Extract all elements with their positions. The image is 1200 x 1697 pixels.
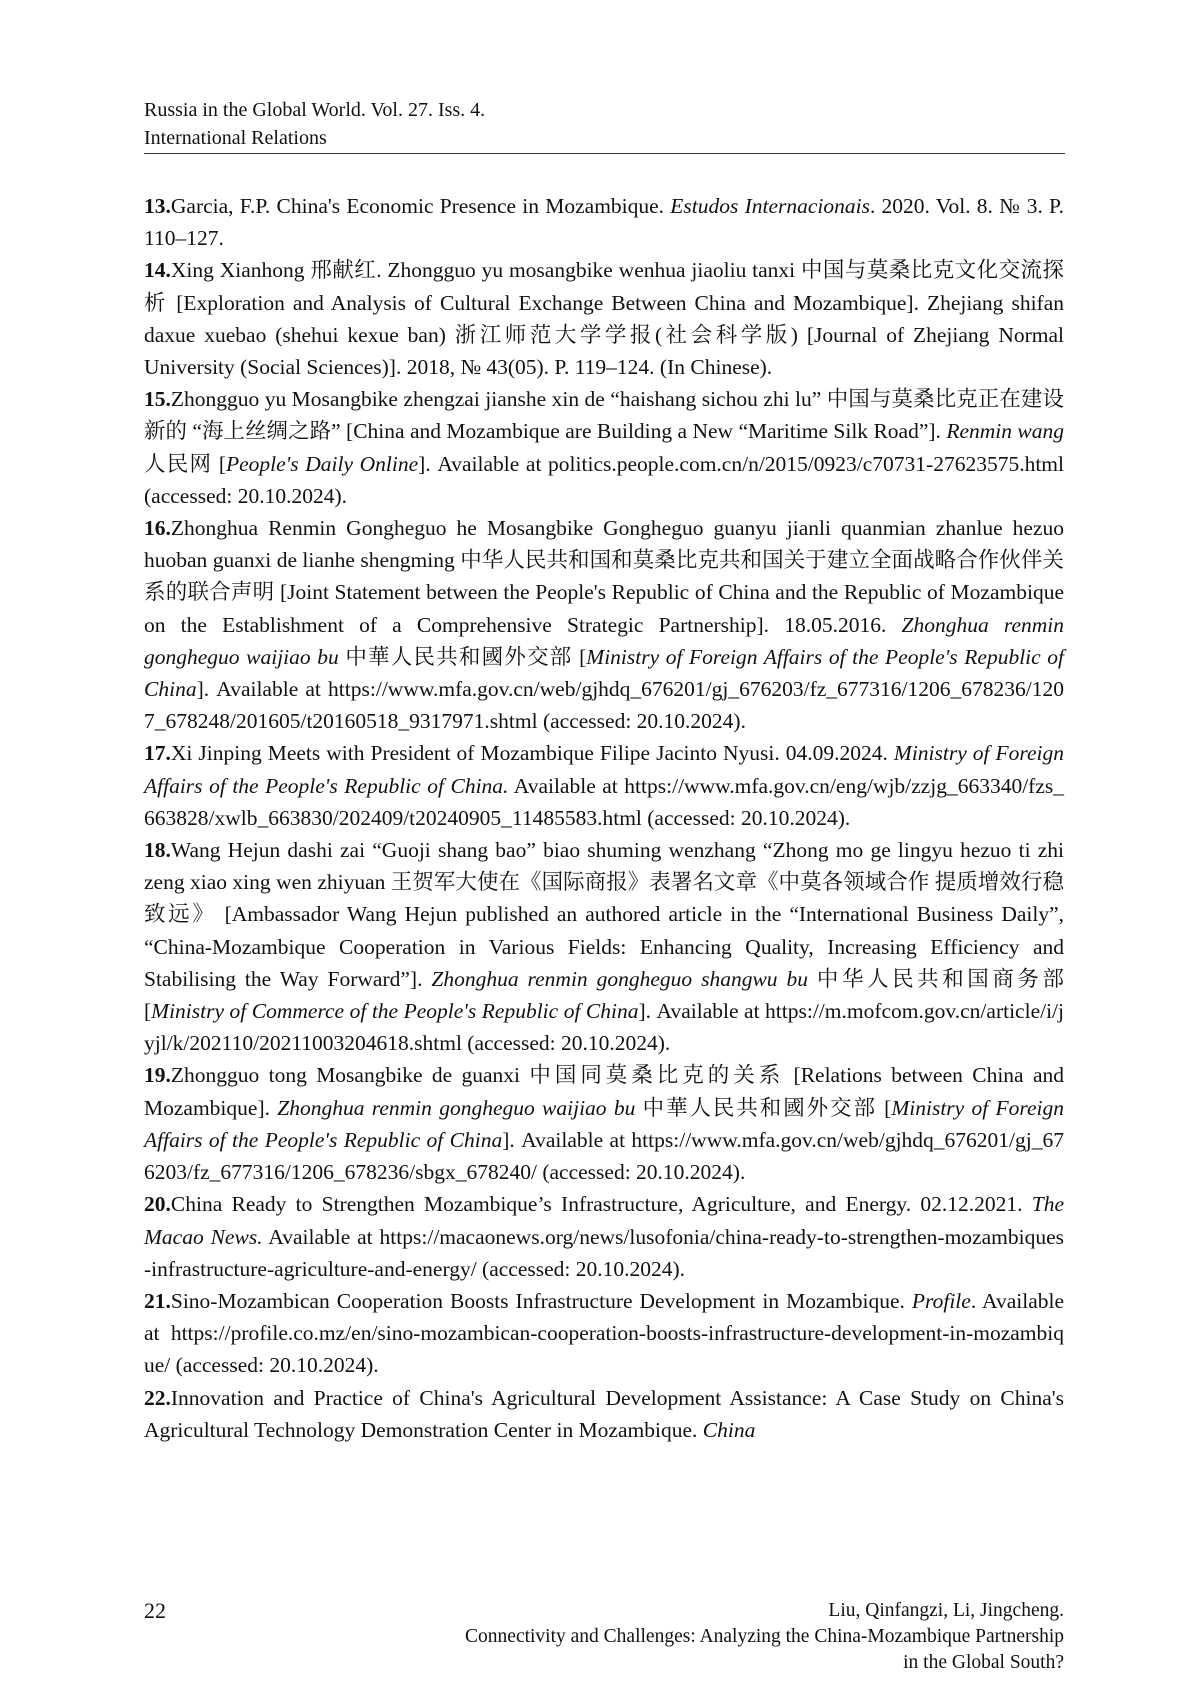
- reference-number: 13.: [144, 194, 171, 218]
- reference-16: [144, 512, 1064, 737]
- reference-source: Zhonghua renmin gongheguo waijiao bu: [144, 612, 1064, 669]
- reference-number: 15.: [144, 387, 171, 412]
- reference-link: ]. Available at politics.people.com.cn/n/2015/0923/c70731-27623575.html (accessed: 20.10.2024).: [144, 451, 1064, 508]
- footer-authors: Liu, Qinfangzi, Li, Jingcheng.: [828, 1600, 1064, 1621]
- reference-number: 22.: [144, 1385, 171, 1410]
- reference-source: Zhonghua renmin gongheguo shangwu bu: [431, 966, 808, 991]
- reference-source: People's Daily Online: [226, 451, 419, 476]
- reference-source: Zhonghua renmin gongheguo waijiao bu: [277, 1095, 636, 1120]
- reference-source: Ministry of Commerce of the People's Republic of China: [151, 999, 639, 1024]
- reference-source: Profile: [911, 1288, 971, 1313]
- reference-source: Ministry of Foreign Affairs of the People's Republic of China: [144, 644, 1065, 702]
- reference-number: 14.: [144, 258, 171, 283]
- reference-text: Wang Hejun dashi zai “Guoji shang bao” biao shuming wenzhang “Zhong mo ge lingyu hezuo ti zhi zeng xiao xing wen zhiyuan 王贺军大使在《国际商报》表署名文章《中莫各领域合作 提质增效行稳致远》 [Ambassador Wang Hejun published an authored article in the “International Business Daily”, “China-Mozambique Cooperation in Various Fields: Enhancing Quality, Increasing Efficiency and Stabilising the Way Forward”].: [144, 838, 1064, 991]
- header-divider: [144, 153, 1065, 154]
- reference-number: 19.: [144, 1063, 171, 1088]
- reference-text: . 2020. Vol. 8. № 3. P. 110–127.: [144, 194, 1064, 251]
- reference-21: [144, 1285, 1064, 1382]
- reference-source: Ministry of Foreign Affairs of the People's Republic of China.: [144, 741, 1064, 798]
- reference-text: Zhonghua Renmin Gongheguo he Mosangbike Gongheguo guanyu jianli quanmian zhanlue hezuo huoban guanxi de lianhe shengming 中华人民共和国和莫桑比克共和国关于建立全面战略合作伙伴关系的联合声明 [Joint Statement between the People's Republic of China and the Republic of Mozambique on the Establishment of a Comprehensive Strategic Partnership]. 18.05.2016.: [144, 516, 1064, 637]
- reference-number: 18.: [144, 838, 171, 863]
- journal-title: Russia in the Global World. Vol. 27. Iss. 4.: [144, 99, 486, 121]
- reference-link: Available at https://www.mfa.gov.cn/eng/wjb/zzjg_663340/fzs_663828/xwlb_663830/202409/t20240905_11485583.html (accessed: 20.10.2024).: [144, 773, 1064, 830]
- reference-text: Xing Xianhong 邢献红. Zhongguo yu mosangbike wenhua jiaoliu tanxi 中国与莫桑比克文化交流探析 [Exploration and Analysis of Cultural Exchange Between China and Mozambique]. Zhejiang shifan daxue xuebao (shehui kexue ban) 浙江师范大学学报(社会科学版) [Journal of Zhejiang Normal University (Social Sciences)]. 2018, № 43(05). P. 119–124. (In Chinese).: [144, 258, 1064, 380]
- reference-22: [144, 1382, 1064, 1446]
- reference-text: Innovation and Practice of China's Agricultural Development Assistance: A Case Study on China's Agricultural Technology Demonstration Center in Mozambique.: [144, 1385, 1064, 1442]
- reference-link: Available at https://macaonews.org/news/lusofonia/china-ready-to-strengthen-mozambiques-infrastructure-agriculture-and-energy/ (accessed: 20.10.2024).: [144, 1224, 1064, 1281]
- reference-17: [144, 737, 1064, 834]
- footer-article-title: Connectivity and Challenges: Analyzing the China-Mozambique Partnership: [465, 1626, 1064, 1647]
- page-number: 22: [144, 1598, 166, 1623]
- reference-number: 21.: [144, 1288, 171, 1313]
- reference-text: 中华人民共和国商务部 [: [144, 966, 1064, 1024]
- reference-text: China Ready to Strengthen Mozambique’s Infrastructure, Agriculture, and Energy. 02.12.2021.: [170, 1192, 1032, 1217]
- reference-14: [144, 254, 1064, 383]
- reference-link: ]. Available at https://www.mfa.gov.cn/web/gjhdq_676201/gj_676203/fz_677316/1206_678236/1207_678248/201605/t20160518_9317971.shtml (accessed: 20.10.2024).: [144, 677, 1064, 734]
- reference-link: ]. Available at https://www.mfa.gov.cn/web/gjhdq_676201/gj_676203/fz_677316/1206_678236/sbgx_678240/ (accessed: 20.10.2024).: [144, 1127, 1064, 1185]
- reference-link: ]. Available at https://m.mofcom.gov.cn/article/i/jyjl/k/202110/20211003204618.shtml (accessed: 20.10.2024).: [144, 999, 1064, 1056]
- running-header: [144, 96, 1064, 152]
- footer-article-title-cont: in the Global South?: [903, 1652, 1064, 1673]
- reference-text: 人民网 [: [144, 451, 226, 476]
- reference-number: 16.: [144, 516, 171, 541]
- reference-link: . Available at https://profile.co.mz/en/sino-mozambican-cooperation-boosts-infrastructure-development-in-mozambique/ (accessed: 20.10.2024).: [144, 1288, 1064, 1378]
- reference-text: Zhongguo tong Mosangbike de guanxi 中国同莫桑比克的关系 [Relations between China and Mozambique].: [144, 1063, 1064, 1120]
- reference-18: [144, 834, 1064, 1059]
- reference-text: Zhongguo yu Mosangbike zhengzai jianshe xin de “haishang sichou zhi lu” 中国与莫桑比克正在建设新的 “海上丝绸之路” [China and Mozambique are Building a New “Maritime Silk Road”].: [144, 387, 1064, 444]
- reference-number: 17.: [144, 741, 171, 766]
- reference-source: China: [702, 1417, 756, 1442]
- reference-13: [144, 190, 1064, 254]
- reference-text: Sino-Mozambican Cooperation Boosts Infrastructure Development in Mozambique.: [170, 1288, 912, 1313]
- reference-source: Renmin wang: [946, 419, 1064, 444]
- section-title: International Relations: [144, 127, 327, 149]
- reference-text: 中華人民共和國外交部 [: [635, 1095, 892, 1120]
- reference-15: [144, 383, 1064, 512]
- running-footer: [344, 1598, 1064, 1676]
- reference-list: [144, 190, 1064, 1446]
- reference-text: Xi Jinping Meets with President of Mozambique Filipe Jacinto Nyusi. 04.09.2024.: [170, 741, 894, 766]
- reference-source: Estudos Internacionais: [670, 194, 870, 218]
- reference-source: Ministry of Foreign Affairs of the People's Republic of China: [144, 1095, 1064, 1152]
- reference-source: The Macao News.: [144, 1192, 1064, 1249]
- reference-19: [144, 1059, 1064, 1188]
- reference-text: 中華人民共和國外交部 [: [338, 644, 587, 669]
- reference-20: [144, 1188, 1064, 1285]
- reference-text: Garcia, F.P. China's Economic Presence in Mozambique.: [170, 194, 671, 218]
- reference-number: 20.: [144, 1192, 171, 1217]
